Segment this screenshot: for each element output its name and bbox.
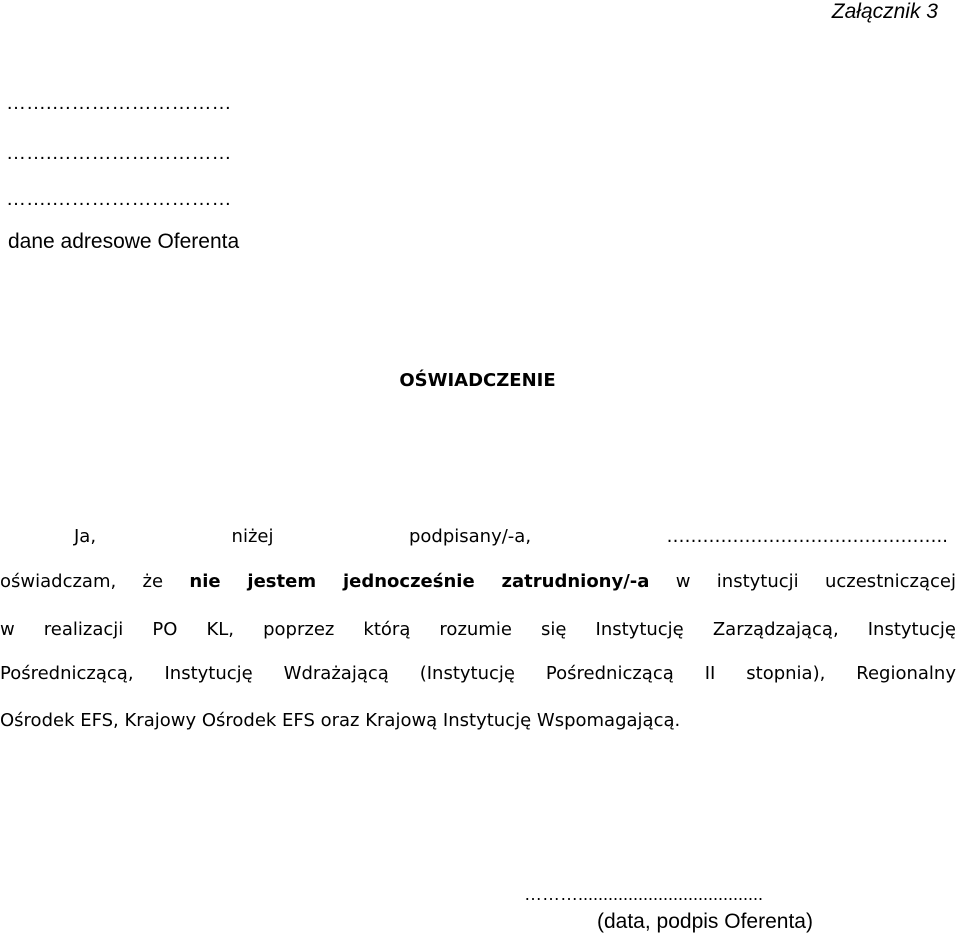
address-line-1: …….……………………… xyxy=(6,92,232,114)
address-line-2: …….……………………… xyxy=(6,142,232,164)
statement-line-1 xyxy=(74,526,948,547)
statement-word: Ja, xyxy=(74,526,97,547)
signature-label: (data, podpis Oferenta) xyxy=(597,910,813,933)
statement-emphasis: nie jestem jednocześnie zatrudniony/-a xyxy=(189,571,650,592)
statement-text: w instytucji uczestniczącej xyxy=(649,571,957,592)
statement-line-4: Pośredniczącą, Instytucję Wdrażającą (Instytucję Pośredniczącą II stopnia), Regionalny xyxy=(0,663,956,684)
statement-line-2 xyxy=(0,571,956,592)
statement-text: oświadczam, że xyxy=(0,571,190,592)
document-title xyxy=(0,370,960,391)
statement-line-5: Ośrodek EFS, Krajowy Ośrodek EFS oraz Krajową Instytucję Wspomagającą. xyxy=(0,710,681,731)
statement-word: podpisany/-a, xyxy=(408,526,532,547)
name-placeholder-dots: ……………………………………….. xyxy=(666,526,948,547)
document-title-text: OŚWIADCZENIE xyxy=(399,370,556,391)
address-label: dane adresowe Oferenta xyxy=(8,230,240,253)
statement-word: niżej xyxy=(231,526,274,547)
statement-line-3: w realizacji PO KL, poprzez którą rozumie się Instytucję Zarządzającą, Instytucję xyxy=(0,619,956,640)
address-line-3: …….……………………… xyxy=(6,188,232,210)
attachment-label: Załącznik 3 xyxy=(831,0,938,23)
signature-dots: ………..................................... xyxy=(524,884,764,904)
